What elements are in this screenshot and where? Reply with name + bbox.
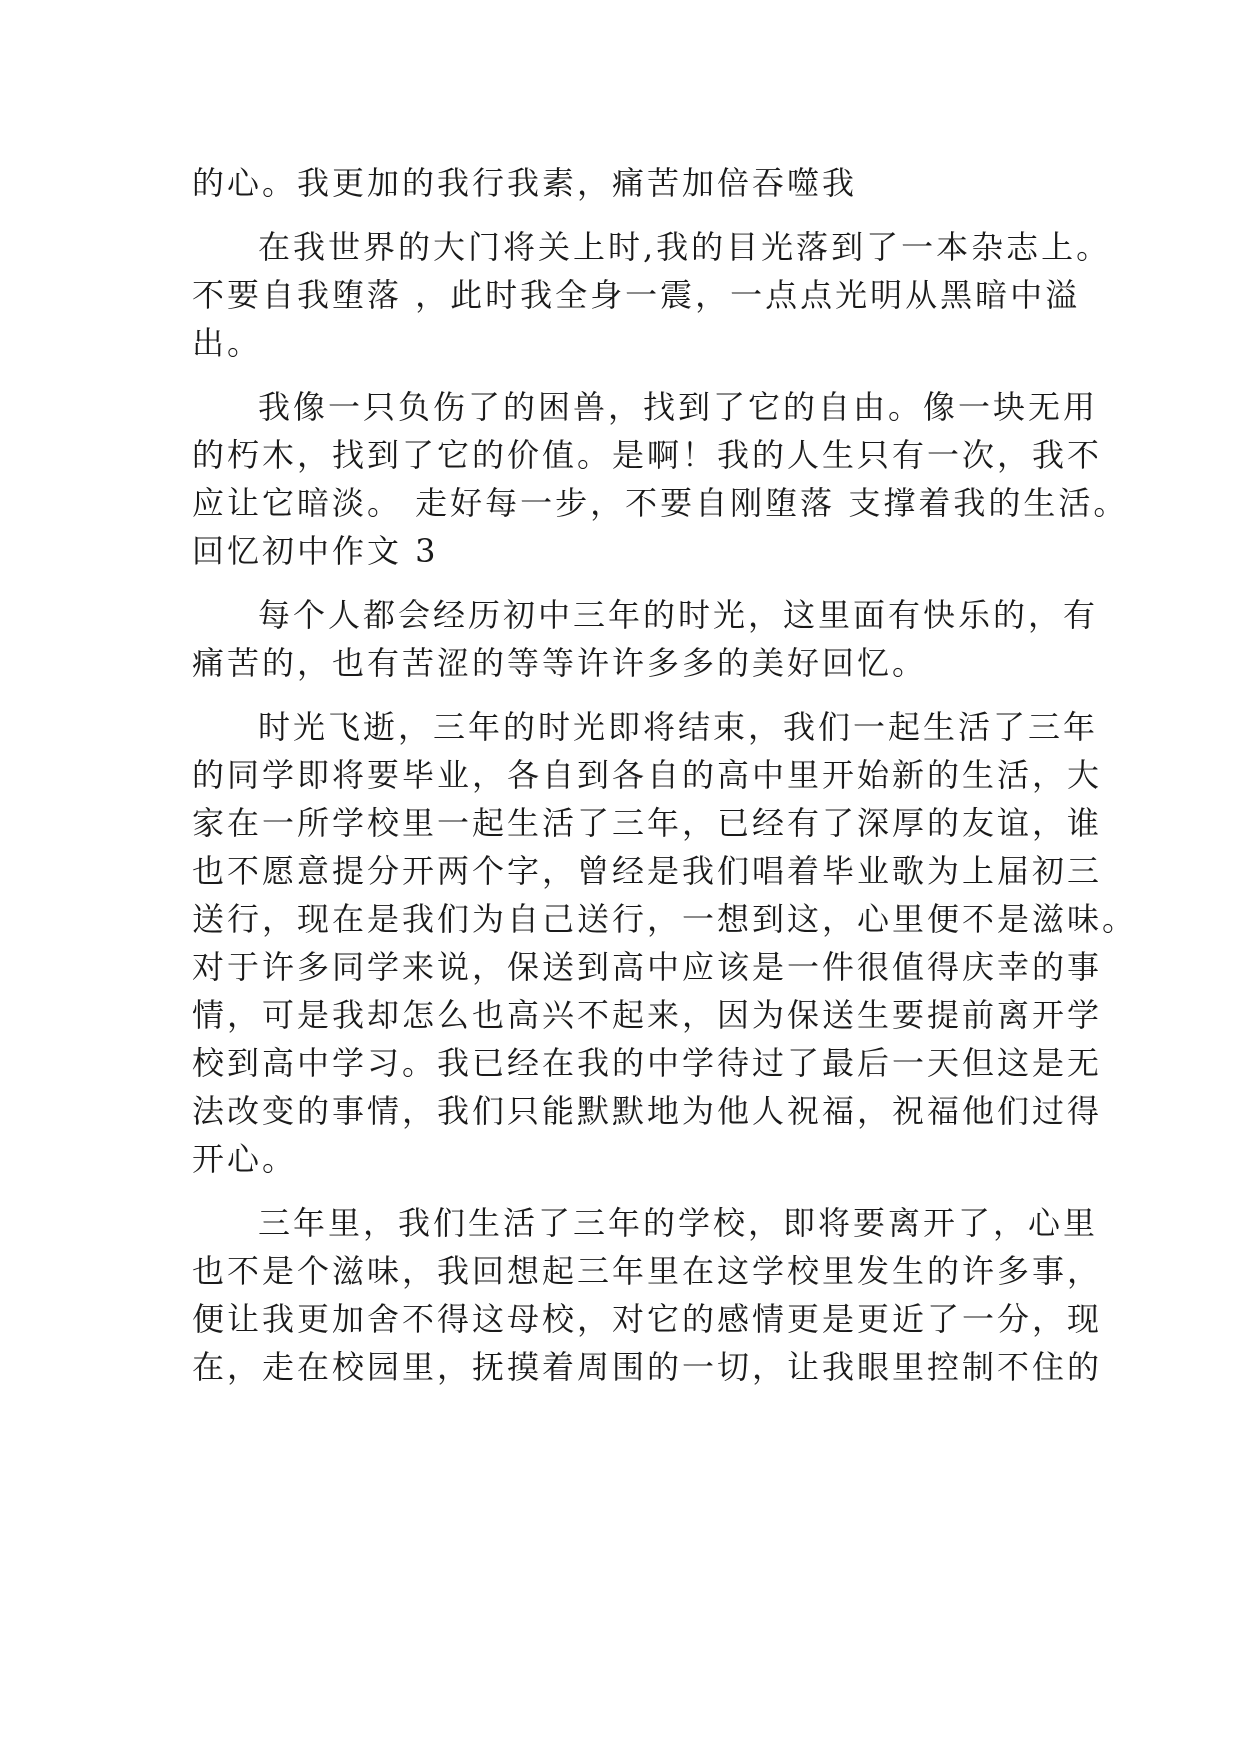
text-line: 法改变的事情，我们只能默默地为他人祝福，祝福他们过得 xyxy=(192,1092,1103,1130)
text-line: 不要自我堕落 ，此时我全身一震，一点点光明从黑暗中溢 xyxy=(192,276,1081,314)
text-line: 情，可是我却怎么也高兴不起来，因为保送生要提前离开学 xyxy=(192,996,1103,1034)
text-line: 的同学即将要毕业，各自到各自的高中里开始新的生活，大 xyxy=(192,756,1103,794)
text-line: 痛苦的，也有苦涩的等等许许多多的美好回忆。 xyxy=(192,644,928,682)
paragraph-start: 时光飞逝，三年的时光即将结束，我们一起生活了三年 xyxy=(258,708,1099,746)
text-line: 对于许多同学来说，保送到高中应该是一件很值得庆幸的事 xyxy=(192,948,1103,986)
text-line: 家在一所学校里一起生活了三年，已经有了深厚的友谊，谁 xyxy=(192,804,1103,842)
text-line: 在，走在校园里，抚摸着周围的一切，让我眼里控制不住的 xyxy=(192,1348,1103,1386)
section-heading: 回忆初中作文 3 xyxy=(192,532,439,570)
paragraph-start: 每个人都会经历初中三年的时光，这里面有快乐的，有 xyxy=(258,596,1099,634)
text-line: 的朽木，找到了它的价值。是啊！我的人生只有一次，我不 xyxy=(192,436,1103,474)
paragraph-start: 三年里，我们生活了三年的学校，即将要离开了，心里 xyxy=(258,1204,1099,1242)
paragraph-start: 我像一只负伤了的困兽，找到了它的自由。像一块无用 xyxy=(258,388,1099,426)
text-line: 便让我更加舍不得这母校，对它的感情更是更近了一分，现 xyxy=(192,1300,1103,1338)
text-line: 也不愿意提分开两个字，曾经是我们唱着毕业歌为上届初三 xyxy=(192,852,1103,890)
paragraph-start: 在我世界的大门将关上时,我的目光落到了一本杂志上。 xyxy=(258,228,1112,266)
text-line: 应让它暗淡。 走好每一步，不要自刚堕落 支撑着我的生活。 xyxy=(192,484,1129,522)
text-line: 也不是个滋味，我回想起三年里在这学校里发生的许多事， xyxy=(192,1252,1103,1290)
text-line: 的心。我更加的我行我素，痛苦加倍吞噬我 xyxy=(192,164,858,202)
text-line: 开心。 xyxy=(192,1140,298,1178)
text-line: 出。 xyxy=(192,324,263,362)
text-line: 送行，现在是我们为自己送行，一想到这，心里便不是滋味。 xyxy=(192,900,1138,938)
text-line: 校到高中学习。我已经在我的中学待过了最后一天但这是无 xyxy=(192,1044,1103,1082)
